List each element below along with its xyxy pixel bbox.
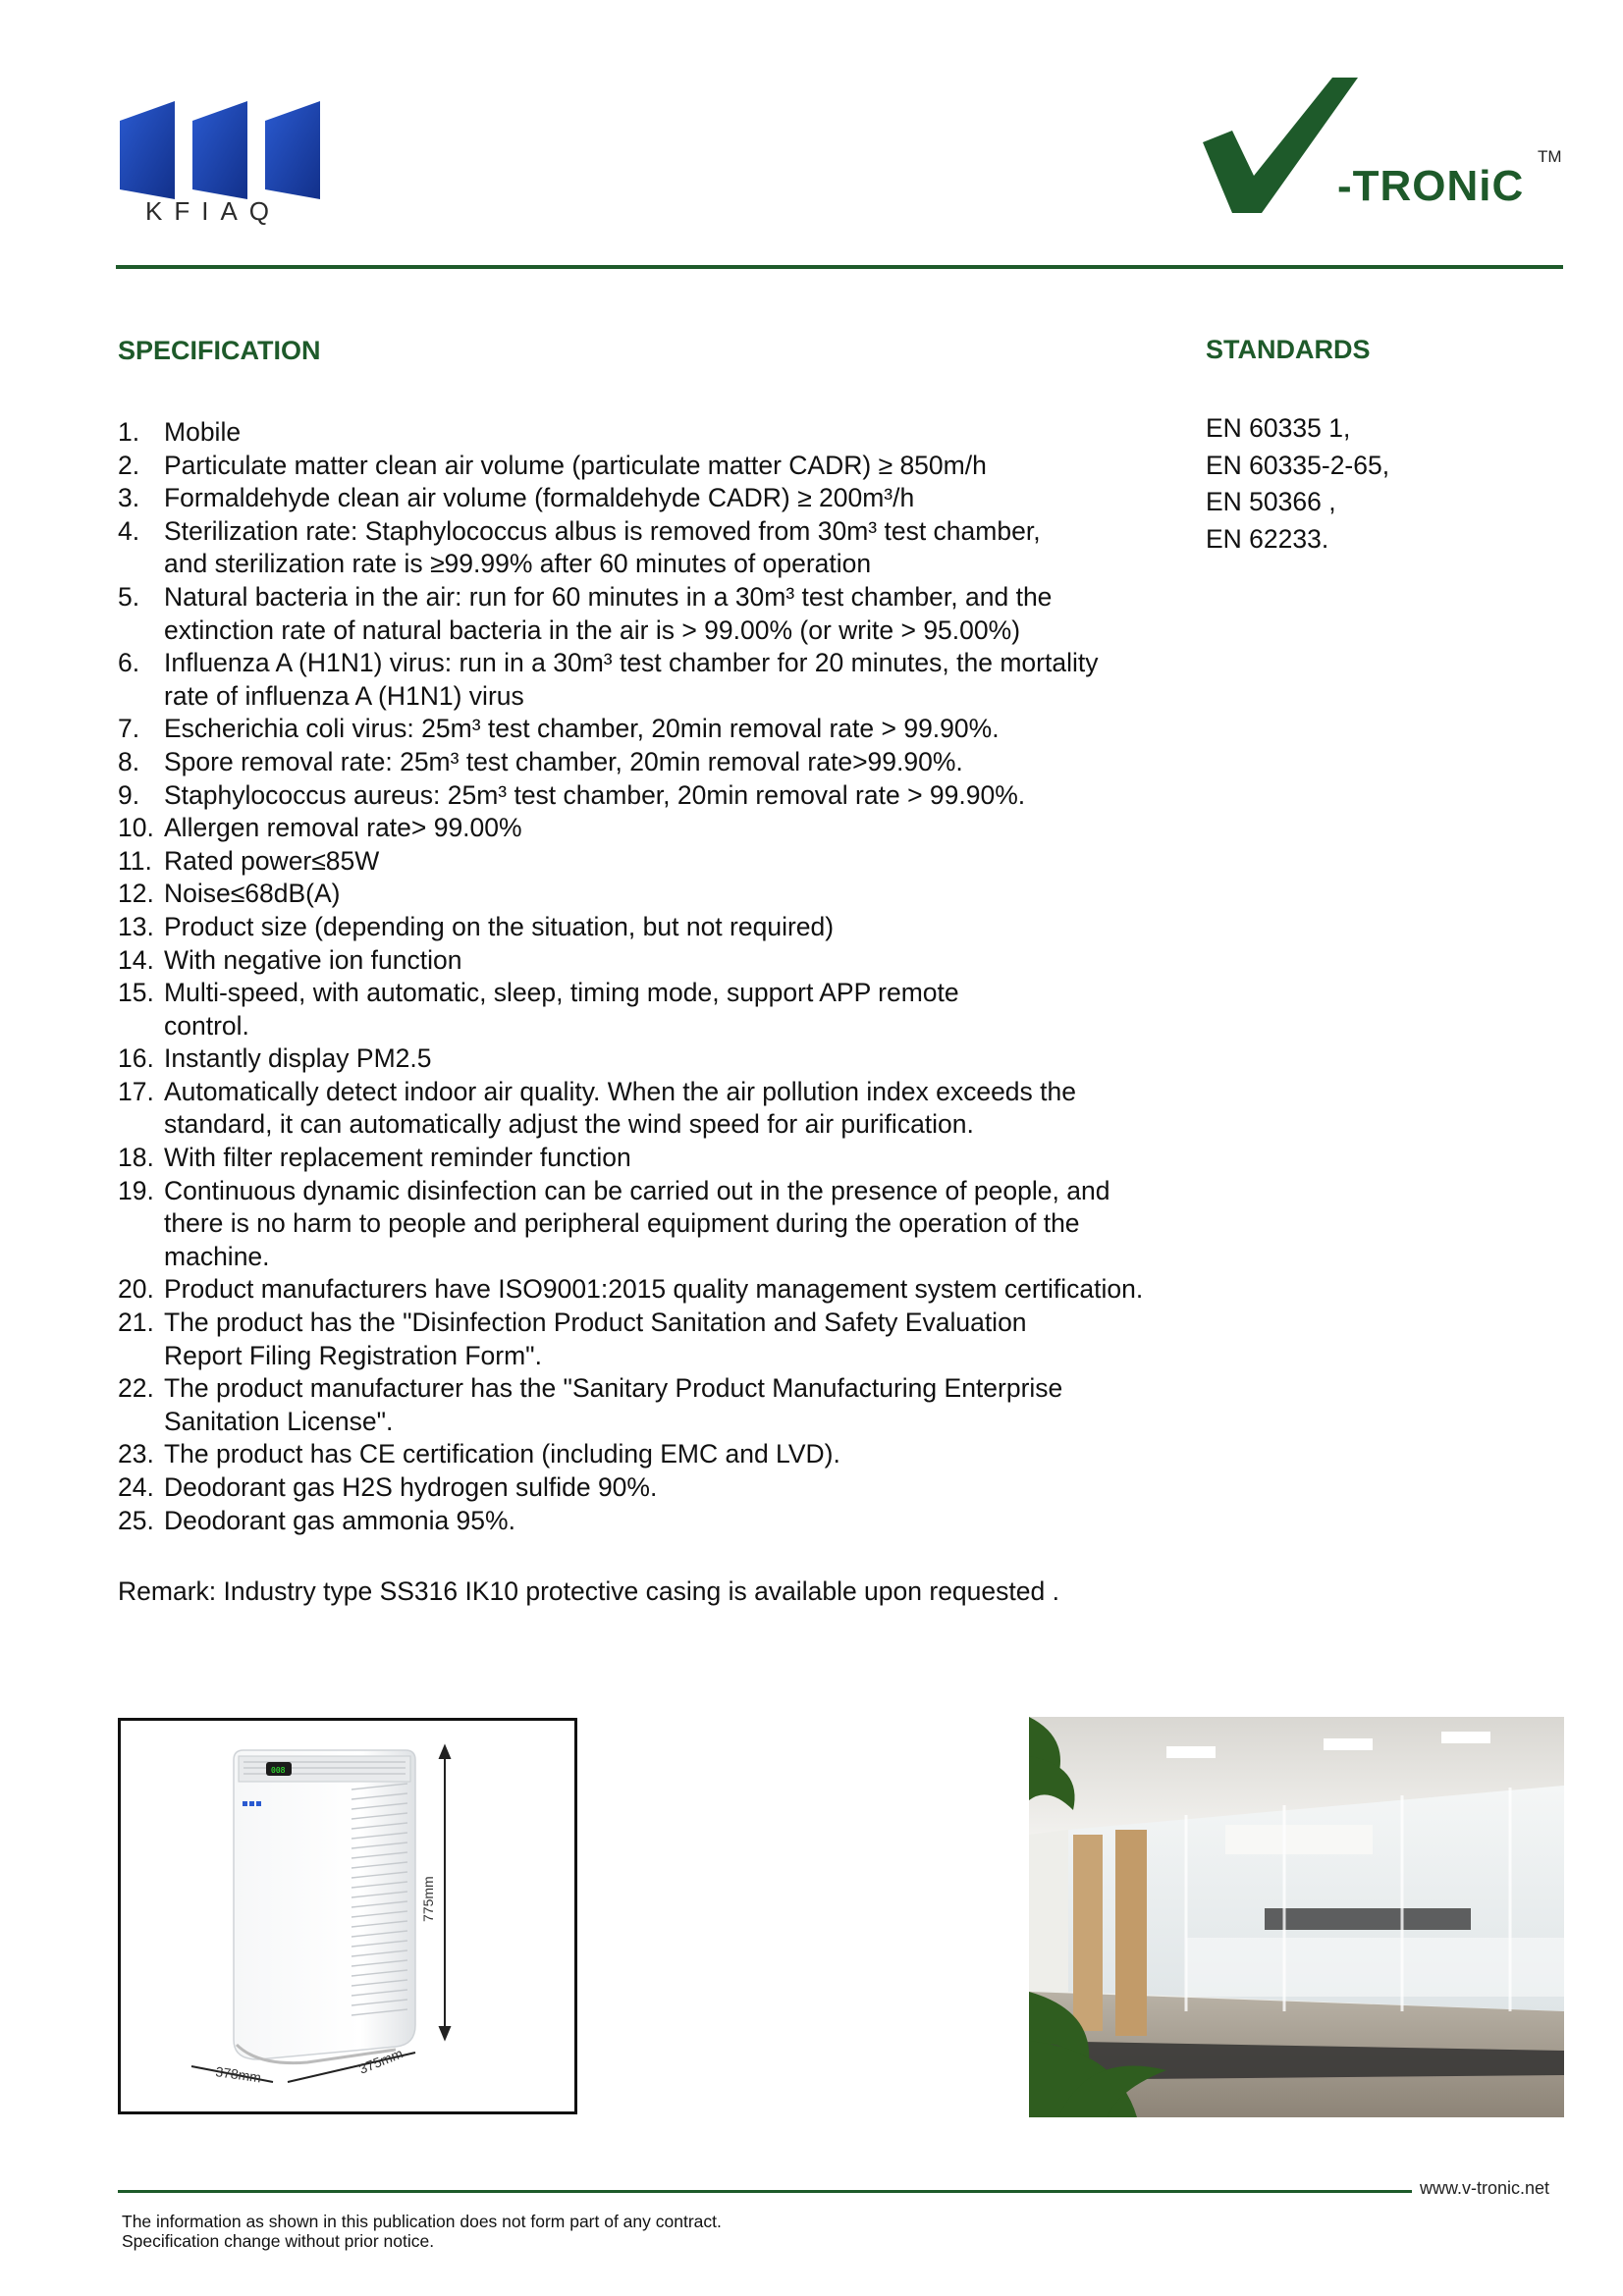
spec-item xyxy=(118,944,1217,978)
spec-number: 2. xyxy=(118,450,140,480)
spec-item xyxy=(118,1505,1217,1538)
spec-item xyxy=(118,713,1217,746)
spec-item xyxy=(118,1372,1217,1438)
spec-text: Formaldehyde clean air volume (formaldehyde CADR) ≥ 200m³/h xyxy=(164,483,915,513)
spec-text: The product manufacturer has the "Sanitary Product Manufacturing Enterprise Sanitation License". xyxy=(164,1373,1063,1436)
spec-number: 13. xyxy=(118,911,154,941)
spec-item xyxy=(118,977,1217,1042)
spec-number: 6. xyxy=(118,648,140,678)
spec-text: Multi-speed, with automatic, sleep, timing mode, support APP remote control. xyxy=(164,978,959,1041)
spec-item xyxy=(118,450,1217,483)
spec-item xyxy=(118,1076,1217,1142)
spec-item xyxy=(118,1175,1217,1274)
disclaimer-line: The information as shown in this publication does not form part of any contract. xyxy=(122,2212,722,2231)
spec-number: 19. xyxy=(118,1175,154,1205)
standard-item: EN 50366 , xyxy=(1206,487,1336,516)
spec-number: 11. xyxy=(118,845,152,876)
spec-number: 23. xyxy=(118,1439,154,1469)
spec-text: Noise≤68dB(A) xyxy=(164,879,341,909)
specification-list xyxy=(118,416,1217,1537)
spec-number: 8. xyxy=(118,746,140,776)
spec-item xyxy=(118,1471,1217,1505)
width-dimension-label: 378mm xyxy=(214,2063,263,2086)
spec-item xyxy=(118,746,1217,779)
spec-number: 21. xyxy=(118,1308,154,1338)
spec-number: 5. xyxy=(118,581,140,612)
spec-number: 12. xyxy=(118,879,154,909)
office-photo xyxy=(1029,1717,1564,2117)
header-divider xyxy=(116,265,1563,269)
spec-text: Allergen removal rate> 99.00% xyxy=(164,813,522,843)
spec-number: 20. xyxy=(118,1274,154,1305)
standards-title: STANDARDS xyxy=(1206,335,1371,364)
footer-divider xyxy=(118,2190,1412,2193)
kfiaq-wordmark: KFIAQ xyxy=(145,196,282,226)
spec-number: 17. xyxy=(118,1076,154,1106)
spec-text: Deodorant gas ammonia 95%. xyxy=(164,1505,515,1535)
spec-item xyxy=(118,779,1217,813)
svg-text:008: 008 xyxy=(271,1766,286,1775)
spec-text: With filter replacement reminder function xyxy=(164,1143,631,1173)
spec-text: Automatically detect indoor air quality. When the air pollution index exceeds the standard, it can automatically adjust the wind speed for air purification. xyxy=(164,1076,1077,1140)
spec-item xyxy=(118,416,1217,450)
depth-dimension-label: 375mm xyxy=(356,2045,406,2077)
spec-text: Deodorant gas H2S hydrogen sulfide 90%. xyxy=(164,1472,658,1502)
spec-text: Escherichia coli virus: 25m³ test chamber, 20min removal rate > 99.90%. xyxy=(164,714,1000,744)
remark-text: Remark: Industry type SS316 IK10 protective casing is available upon requested . xyxy=(118,1576,1059,1606)
spec-item xyxy=(118,1142,1217,1175)
spec-text: Staphylococcus aureus: 25m³ test chamber, 20min removal rate > 99.90%. xyxy=(164,779,1026,810)
specification-title: SPECIFICATION xyxy=(118,336,321,365)
spec-text: Sterilization rate: Staphylococcus albus is removed from 30m³ test chamber, and sterilization rate is ≥99.99% after 60 minutes of operation xyxy=(164,515,1041,579)
spec-text: Influenza A (H1N1) virus: run in a 30m³ test chamber for 20 minutes, the mortality rate of influenza A (H1N1) virus xyxy=(164,648,1099,711)
spec-number: 1. xyxy=(118,417,140,447)
height-dimension-label: 775mm xyxy=(420,1876,436,1922)
website-link[interactable]: www.v-tronic.net xyxy=(1420,2178,1550,2198)
spec-number: 10. xyxy=(118,813,154,843)
spec-number: 22. xyxy=(118,1373,154,1404)
spec-item xyxy=(118,911,1217,944)
trademark-mark: TM xyxy=(1538,147,1562,166)
spec-text: Mobile xyxy=(164,417,242,447)
spec-text: Particulate matter clean air volume (particulate matter CADR) ≥ 850m/h xyxy=(164,450,987,480)
disclaimer xyxy=(122,2212,722,2251)
vtronic-wordmark: -TRONiC xyxy=(1337,162,1525,210)
standard-item: EN 62233. xyxy=(1206,523,1329,554)
spec-item xyxy=(118,812,1217,845)
spec-text: Spore removal rate: 25m³ test chamber, 20min removal rate>99.90%. xyxy=(164,746,963,776)
spec-number: 4. xyxy=(118,515,140,546)
spec-text: Product manufacturers have ISO9001:2015 quality management system certification. xyxy=(164,1274,1144,1305)
spec-number: 18. xyxy=(118,1143,154,1173)
spec-number: 9. xyxy=(118,779,140,810)
air-purifier-illustration xyxy=(121,1721,574,2111)
disclaimer-line: Specification change without prior notice. xyxy=(122,2231,435,2251)
spec-number: 25. xyxy=(118,1505,154,1535)
spec-item xyxy=(118,1438,1217,1471)
spec-text: The product has CE certification (including EMC and LVD). xyxy=(164,1439,840,1469)
spec-item xyxy=(118,1307,1217,1372)
product-dimension-image xyxy=(118,1718,577,2114)
spec-text: Instantly display PM2.5 xyxy=(164,1043,432,1074)
spec-text: With negative ion function xyxy=(164,944,462,975)
spec-item xyxy=(118,1042,1217,1076)
spec-item xyxy=(118,845,1217,879)
spec-number: 15. xyxy=(118,978,154,1008)
spec-text: Rated power≤85W xyxy=(164,845,380,876)
spec-item xyxy=(118,647,1217,713)
spec-text: Natural bacteria in the air: run for 60 minutes in a 30m³ test chamber, and the extinction rate of natural bacteria in the air is > 99.00% (or write > 95.00%) xyxy=(164,581,1053,645)
spec-item xyxy=(118,515,1217,581)
spec-number: 24. xyxy=(118,1472,154,1502)
spec-number: 3. xyxy=(118,483,140,513)
spec-number: 16. xyxy=(118,1043,154,1074)
standard-item: EN 60335-2-65, xyxy=(1206,450,1390,480)
spec-text: Continuous dynamic disinfection can be carried out in the presence of people, and there is no harm to people and peripheral equipment during the operation of the machine. xyxy=(164,1175,1110,1271)
standard-item: EN 60335 1, xyxy=(1206,413,1351,443)
spec-item xyxy=(118,1273,1217,1307)
standards-list xyxy=(1206,410,1389,558)
spec-text: Product size (depending on the situation, but not required) xyxy=(164,911,835,941)
spec-item xyxy=(118,581,1217,647)
spec-number: 7. xyxy=(118,714,140,744)
spec-number: 14. xyxy=(118,944,154,975)
spec-item xyxy=(118,482,1217,515)
spec-text: The product has the "Disinfection Product Sanitation and Safety Evaluation Report Filing Registration Form". xyxy=(164,1308,1027,1370)
spec-item xyxy=(118,878,1217,911)
